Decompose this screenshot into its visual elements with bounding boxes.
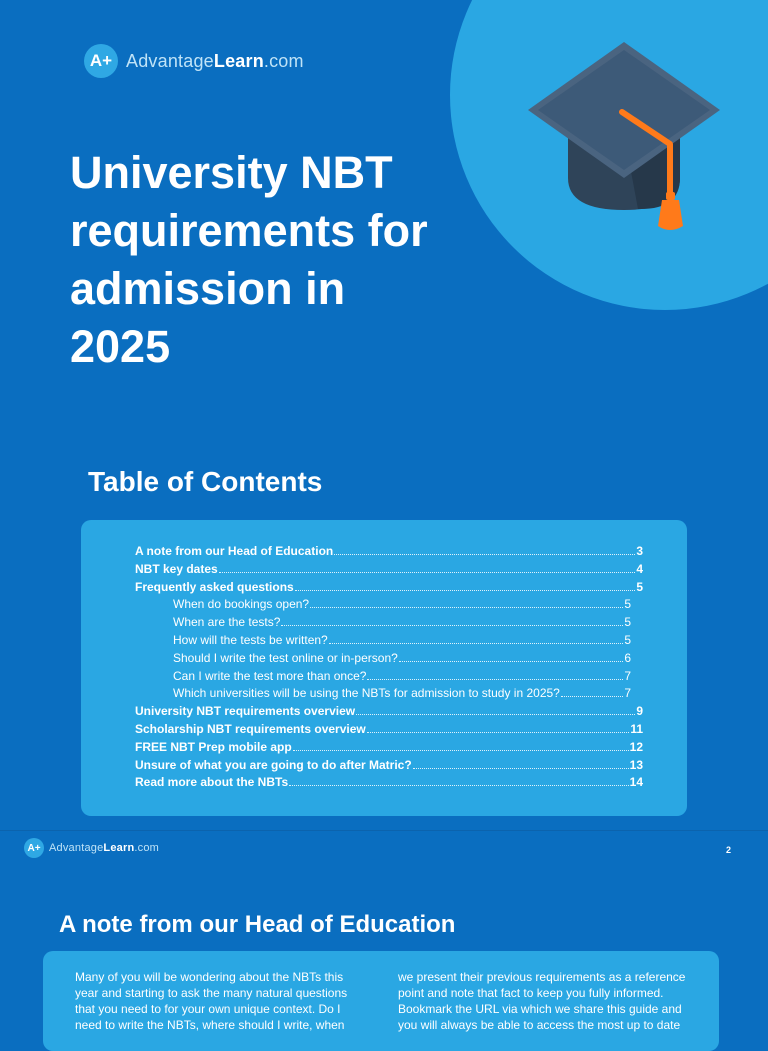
toc-entry-page: 14 <box>629 775 643 790</box>
toc-entry-label: Which universities will be using the NBTs for admission to study in 2025? <box>173 686 560 701</box>
toc-entry-page: 11 <box>630 721 643 736</box>
logo-badge-icon: A+ <box>84 44 118 78</box>
toc-entry-page: 12 <box>629 739 643 754</box>
logo-word-domain: .com <box>134 842 160 854</box>
graduation-cap-icon <box>520 38 730 238</box>
logo-word-learn: Learn <box>103 842 135 854</box>
toc-entry-page: 5 <box>624 597 631 612</box>
toc-entry[interactable] <box>135 774 643 792</box>
toc-entry[interactable] <box>135 596 643 614</box>
brand-logo-small[interactable] <box>24 838 159 858</box>
toc-leader-dots <box>356 714 635 715</box>
toc-leader-dots <box>367 732 630 733</box>
toc-leader-dots <box>561 696 623 697</box>
toc-entry-page: 5 <box>624 632 631 647</box>
table-of-contents <box>81 520 687 816</box>
toc-entry-label: When do bookings open? <box>173 597 310 612</box>
toc-leader-dots <box>329 643 624 644</box>
toc-list <box>135 543 643 792</box>
toc-entry-page: 7 <box>624 686 631 701</box>
toc-entry-label: FREE NBT Prep mobile app <box>135 739 292 754</box>
toc-entry[interactable] <box>135 561 643 579</box>
toc-entry-page: 5 <box>624 615 631 630</box>
toc-entry[interactable] <box>135 721 643 739</box>
toc-entry[interactable] <box>135 543 643 561</box>
toc-entry-label: Frequently asked questions <box>135 579 294 594</box>
toc-entry[interactable] <box>135 757 643 775</box>
toc-leader-dots <box>293 750 629 751</box>
page-two <box>0 830 768 1032</box>
toc-entry-label: Unsure of what you are going to do after Matric? <box>135 757 412 772</box>
toc-entry[interactable] <box>135 632 643 650</box>
toc-entry-label: NBT key dates <box>135 561 218 576</box>
toc-entry-label: Scholarship NBT requirements overview <box>135 721 366 736</box>
toc-entry-label: When are the tests? <box>173 615 281 630</box>
toc-entry[interactable] <box>135 668 643 686</box>
note-box <box>43 951 719 1051</box>
toc-entry[interactable] <box>135 739 643 757</box>
document-title: University NBT requirements for admission in 2025 <box>70 147 428 372</box>
toc-entry[interactable] <box>135 614 643 632</box>
logo-wordmark <box>49 842 159 854</box>
toc-entry[interactable] <box>135 650 643 668</box>
toc-leader-dots <box>295 590 636 591</box>
toc-leader-dots <box>413 768 629 769</box>
toc-entry-page: 3 <box>636 544 643 558</box>
toc-leader-dots <box>334 554 635 555</box>
logo-word-advantage: Advantage <box>126 50 214 71</box>
toc-entry-label: University NBT requirements overview <box>135 704 356 719</box>
logo-word-advantage: Advantage <box>49 842 104 854</box>
toc-leader-dots <box>289 785 629 786</box>
toc-entry-label: A note from our Head of Education <box>135 544 334 558</box>
brand-logo[interactable] <box>84 44 304 78</box>
toc-leader-dots <box>219 572 636 573</box>
note-text-left: Many of you will be wondering about the NBTs this year and starting to ask the many natural questions that you need to for your own unique context. Do I need to write the NBTs, where should I write, when <box>75 970 348 1032</box>
toc-entry-page: 4 <box>636 561 643 576</box>
toc-entry-page: 13 <box>629 757 643 772</box>
toc-entry-label: How will the tests be written? <box>173 632 328 647</box>
logo-word-domain: .com <box>263 50 304 71</box>
toc-entry[interactable] <box>135 579 643 597</box>
logo-word-learn: Learn <box>213 50 264 71</box>
toc-leader-dots <box>281 625 623 626</box>
logo-badge-icon: A+ <box>24 838 44 858</box>
toc-entry-label: Should I write the test online or in-person? <box>173 650 398 665</box>
toc-entry[interactable] <box>135 685 643 703</box>
note-text-right: we present their previous requirements as a reference point and note that fact to keep you fully informed. Bookmark the URL via which we share this guide and you will always be able to access the most up to date <box>398 970 686 1032</box>
section-heading: A note from our Head of Education <box>59 911 456 938</box>
toc-leader-dots <box>399 661 624 662</box>
toc-entry[interactable] <box>135 703 643 721</box>
logo-wordmark <box>126 51 304 72</box>
toc-heading: Table of Contents <box>88 466 323 497</box>
toc-entry-page: 5 <box>636 579 643 594</box>
toc-entry-page: 6 <box>624 650 631 665</box>
page-number: 2 <box>726 845 732 855</box>
toc-entry-page: 9 <box>636 704 643 719</box>
toc-leader-dots <box>367 679 623 680</box>
toc-entry-page: 7 <box>624 668 631 683</box>
toc-entry-label: Read more about the NBTs <box>135 775 289 790</box>
toc-entry-label: Can I write the test more than once? <box>173 668 367 683</box>
toc-leader-dots <box>310 607 623 608</box>
